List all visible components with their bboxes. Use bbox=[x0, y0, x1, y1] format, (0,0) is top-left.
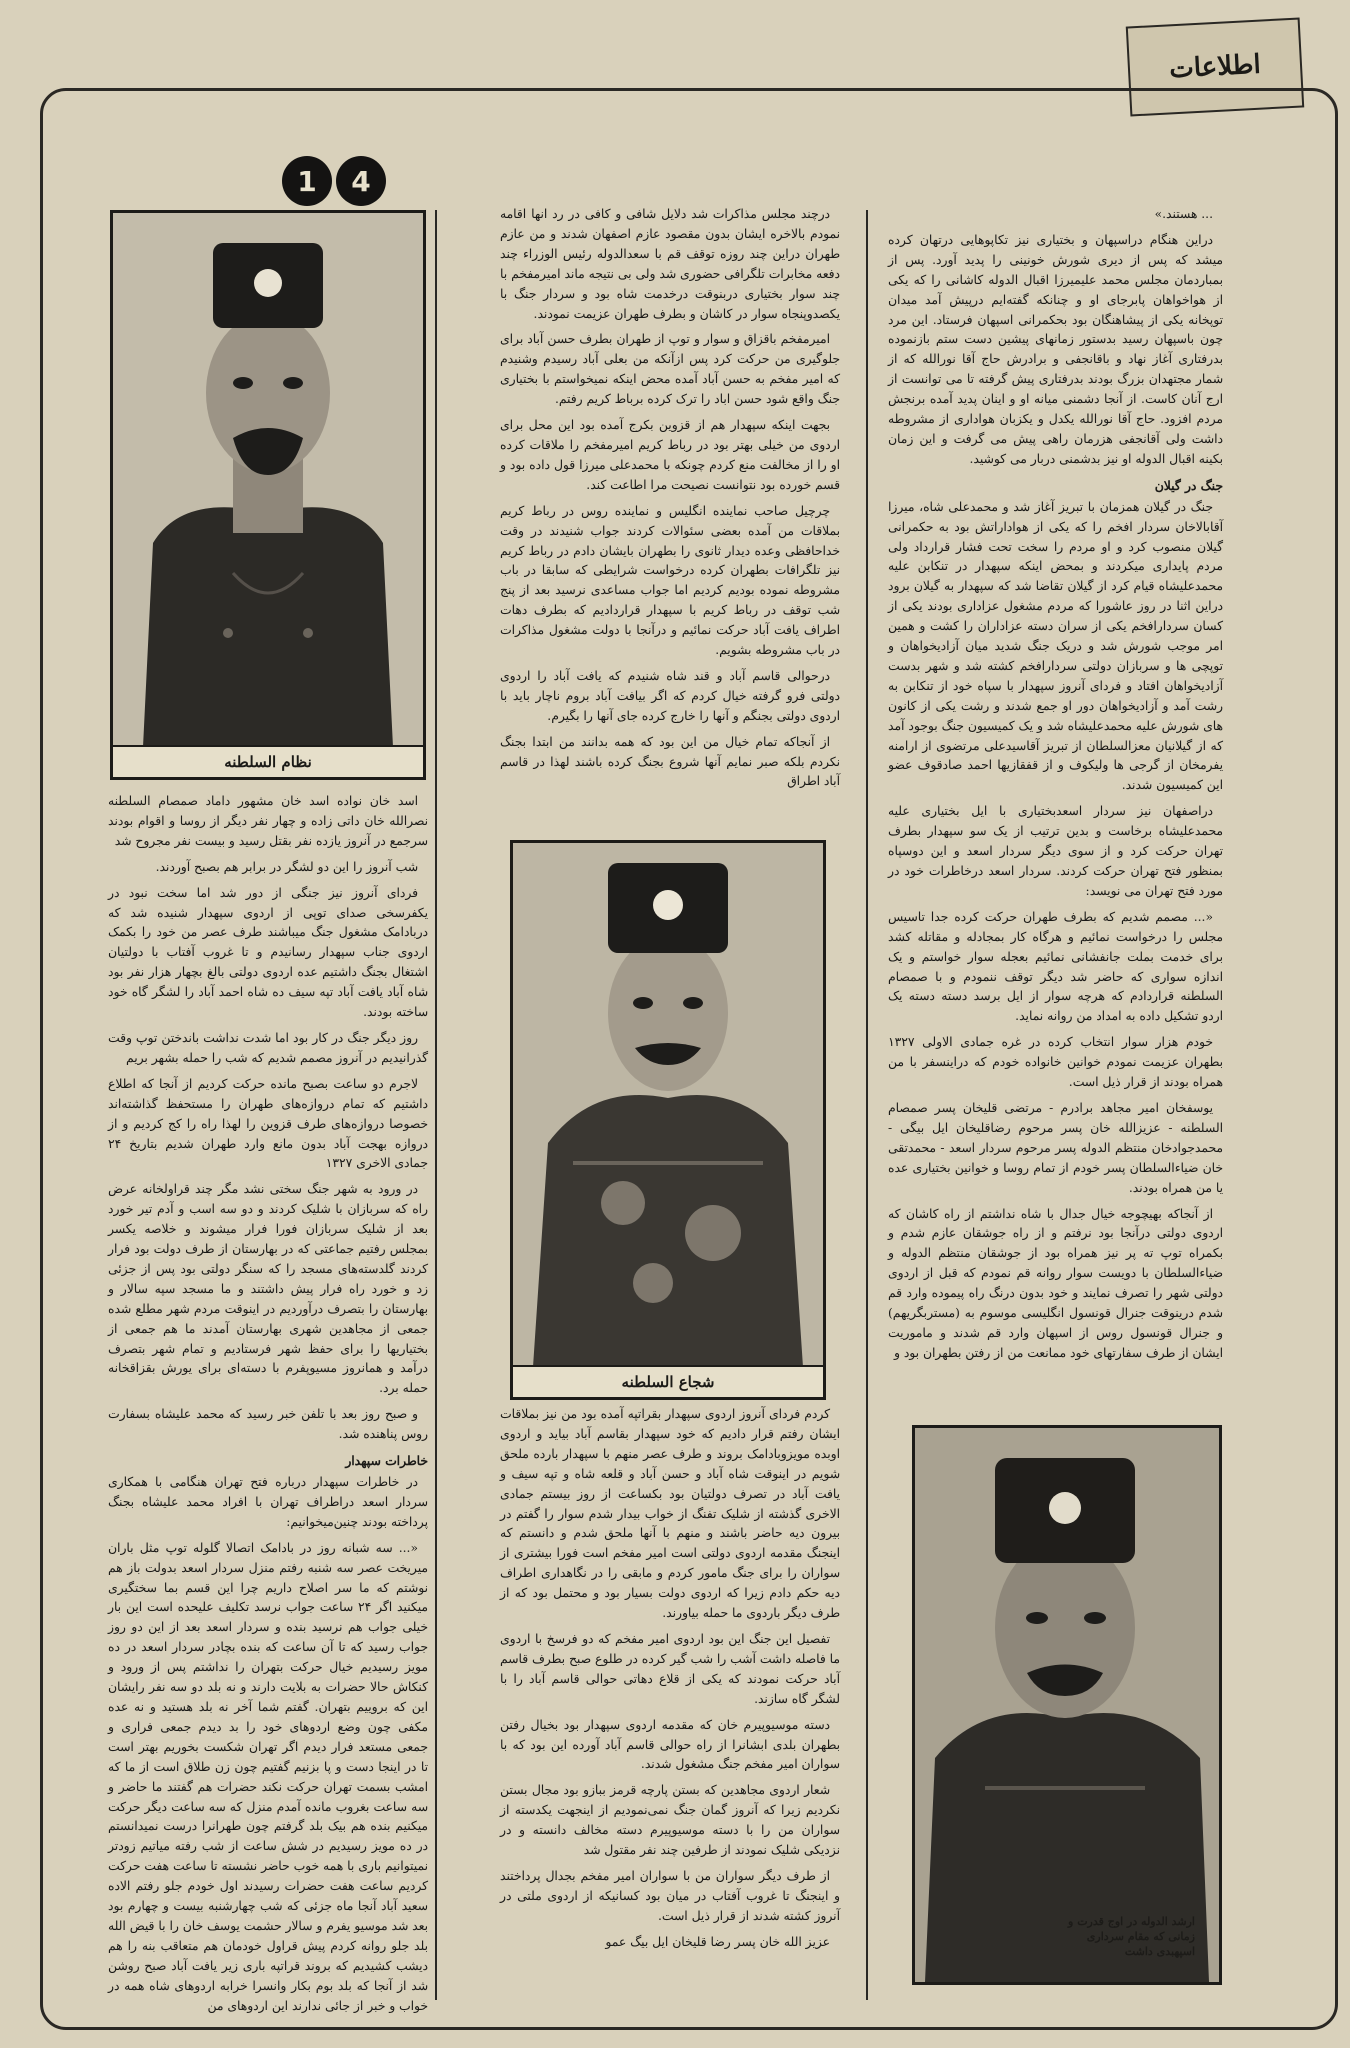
column-divider bbox=[866, 210, 868, 2000]
portrait-photo-shoja-ol-saltaneh bbox=[510, 840, 826, 1400]
paragraph: دسته موسیوپیرم خان که مقدمه اردوی سپهدار بود بخیال رفتن بطهران بلدی ابشانرا از راه حوالی قاسم آباد آورده این بود که با سواران امیر مفخم جنگ مشغول شدند. bbox=[500, 1717, 840, 1772]
section-heading: جنگ در گیلان bbox=[1154, 477, 1223, 493]
paragraph: کردم فردای آنروز اردوی سپهدار بقراتپه آمده بود من نیز بملاقات ایشان رفتم قرار دادیم که خود سپهدار بقاسم آباد بیاید و اردوی اوبده مویزوبادامک بروند و طرف عصر منهم با سپهدار بارده ملحق شویم در اینوقت شاه آباد و حسن آباد و قلعه شاه و تپه سیف و یافت آباد در تصرف دولتیان بود بکساعت از روز بیستم جمادی الاخری گذشته از شلیک تفنگ از خواب بیدار شدم سوار را گفتم در بیرون دیه حاضر باشند و منهم با آنها ملحق شدم و دانستم که اینجنگ مقدمه اردوی دولتی است امیر مفخم است فورا بیشتری از سواران را برای جنگ مامور کردم و مابقی را در نگاهداری اطراف دیه حکم دادم زیرا که اردوی دولت بسیار بود و محتمل بود که از طرف دیگر باردوی ما حمله بیاورند. bbox=[500, 1407, 840, 1621]
paragraph: و صبح روز بعد با تلفن خبر رسید که محمد علیشاه بسفارت روس پناهنده شد. bbox=[108, 1407, 428, 1442]
paragraph: دراصفهان نیز سردار اسعدبختیاری با ایل بختیاری علیه محمدعلیشاه برخاست و بدین ترتیب از یک سو سپهدار بطرف تهران حرکت کرد و از سوی دیگر سردار اسعد و این دوسپاه بمنظور فتح تهران حرکت کردند. سردار اسعد درخاطرات خود در مورد فتح تهران می نویسد: bbox=[888, 804, 1223, 898]
paragraph: تفصیل این جنگ این بود اردوی امیر مفخم که دو فرسخ با اردوی ما فاصله داشت آشب را شب گیر کرده در طلوع صبح بطرف قاسم آباد حرکت نمودند که یکی از قلاع دهاتی حوالی قاسم آباد را با لشگر گاه سازند. bbox=[500, 1631, 840, 1706]
portrait-image bbox=[915, 1428, 1219, 1982]
column-divider bbox=[435, 210, 437, 2000]
paragraph: از آنجاکه بهیچوجه خیال جدال با شاه نداشتم از راه کاشان که اردوی دولتی درآنجا بود نرفتم و از راه جوشقان عازم شدم و بکمراه توپ ته پر نیز همراه بود از جوشقان منتظم الدوله و ضیاءالسلطان با دویست سوار روانه قم نمودم که قبل از اردوی دولتی شهر را تصرف نمایند و خود بدون درنگ راه پیموده وارد قم شدم درینوقت جنرال قونسول انگلیسی موسوم به (مستربگریهم) و جنرال قونسول روس از اسپهان وارد قم شدند و ماموریت ایشان از طرف سفارتهای خود ممانعت من از رفتن بطهران بود و bbox=[888, 1206, 1223, 1360]
paragraph: شعار اردوی مجاهدین که بستن پارچه قرمز ببازو بود مجال بستن نکردیم زیرا که آنروز گمان جنگ نمی‌نمودیم از اینجهت یکدسته از سواران من را با دسته موسیوپیرم دسته مخالف دانسته و در نزدیکی شلیک نمودند از طرفین چند نفر مقتول شد bbox=[500, 1783, 840, 1858]
section-heading: خاطرات سپهدار bbox=[345, 1453, 428, 1469]
paragraph: یوسفخان امیر مجاهد برادرم - مرتضی قلیخان پسر صمصام السلطنه - عزیزالله خان پسر مرحوم رضاقلیخان ایل بیگی - محمدجوادخان منتظم الدوله پسر مرحوم سردار اسعد - محمدتقی خان ضیاءالسلطان پسر خودم از تمام روسا و خوانین بختیاری عده یا من همراه بودند. bbox=[888, 1100, 1223, 1195]
paragraph: فردای آنروز نیز جنگی از دور شد اما سخت نبود در یکفرسخی صدای توپی از اردوی سپهدار شنیده شد که دربادامک مشغول جنگ میباشند طرف عصر من خود را بکمک اردوی جناب سپهدار رسانیدم و تا غروب آفتاب با دولتیان اشتغال بجنگ داشتیم عده اردوی دولتی بالغ بچهار هزار نفر بود شاه آباد یافت آباد تپه سیف ده شاه احمد آباد را لشگر گاه خود ساخته بودند. bbox=[108, 885, 428, 1020]
page-number-digit: 4 bbox=[336, 156, 386, 206]
paragraph: لاجرم دو ساعت بصبح مانده حرکت کردیم از آنجا که اطلاع داشتیم که تمام دروازه‌های طهران را مستحفظ گذاشته‌اند خصوصا دروازه‌های طرف قزوین را لهذا راه را کج کردیم و از دروازه بهجت آباد بدون مانع وارد طهران شدیم بتاریخ ۲۴ جمادی الاخری ۱۳۲۷ bbox=[108, 1076, 428, 1171]
paragraph: شب آنروز را این دو لشگر در برابر هم بصبح آوردند. bbox=[155, 859, 418, 874]
portrait-photo-arshad-od-dowleh bbox=[912, 1425, 1222, 1985]
paragraph: عزیز الله خان پسر رضا قلیخان ایل بیگ عمو bbox=[605, 1934, 830, 1949]
paragraph: در ورود به شهر جنگ سختی نشد مگر چند قراولخانه عرض راه که سربازان با شلیک کردند و دو سه اسب و آدم تیر خورد بعد از شلیک سربازان فورا فرار میشوند و خلاصه یکسر بمجلس رفتیم جماعتی که در بهارستان از طرف دولت بود فرار کردند گلدسته‌های مسجد را که سنگر دولتی بود پس از جزئی زد و خورد راه فرار پیش داشتند و ما مسجد سپه سالار و بهارستان را بتصرف درآوردیم در اینوقت مردم شهر مطلع شده جمعی از مجاهدین شهری بهارستان آمدند ما هم جمعی از بختیاریها را برای حفظ شهر فرستادیم و تمام شهر بتصرف درآمد و همانروز مسیوپفرم با دسته‌ای برای یورش بقزاقخانه حمله برد. bbox=[108, 1182, 428, 1396]
paragraph: از طرف دیگر سواران من با سواران امیر مفخم بجدال پرداختند و اینجنگ تا غروب آفتاب در میان بود کسانیکه از اردوی ملتی در آنروز کشته شدند از قرار ذیل است. bbox=[500, 1868, 840, 1923]
photo-caption: شجاع السلطنه bbox=[513, 1365, 823, 1397]
article-column-middle-bottom bbox=[500, 1405, 840, 2005]
article-column-middle-top bbox=[500, 205, 840, 825]
paragraph: روز دیگر جنگ در کار بود اما شدت نداشت باندختن توپ وقت گذرانیدیم در آنروز مصمم شدیم که شب را حمله بشهر بریم bbox=[108, 1030, 428, 1065]
paragraph: از آنجاکه تمام خیال من این بود که همه بدانند من ابتدا بجنگ نکردم بلکه صبر نمایم آنها شروع بجنگ کرده باشند لهذا در قاسم آباد اطراق bbox=[500, 734, 840, 789]
page-number bbox=[282, 156, 386, 206]
paragraph: خودم هزار سوار انتخاب کرده در غره جمادی الاولی ۱۳۲۷ بطهران عزیمت نمودم خوانین خانواده خودم که دراینسفر با من همراه بودند از قرار ذیل است. bbox=[888, 1035, 1223, 1090]
portrait-image bbox=[113, 213, 423, 747]
photo-caption: نظام السلطنه bbox=[113, 745, 423, 777]
paragraph: درحوالی قاسم آباد و قند شاه شنیدم که یافت آباد را اردوی دولتی فرو گرفته خیال کردم که اگر بیافت آباد بروم ناچار باید با اردوی دولتی بجنگم و آنها را خارج کرده جای آنها را بگیرم. bbox=[500, 668, 840, 723]
paragraph: ... هستند.» bbox=[1154, 207, 1213, 221]
paragraph: چرچیل صاحب نماینده انگلیس و نماینده روس در رباط کریم بملاقات من آمده بعضی سئوالات کردند جواب شنیدند در وقت خداحافظی وعده دیدار ثانوی را بطهران بایشان دادم در رباط کریم نیز تلگرافات بطهران کرده درخواست شرایطی که سابقا در باب مشروطه نموده بودیم کردیم اما جواب مساعدی نرسید بعد از پنج شب توقف در رباط کریم با سپهدار قراردادیم که بطرف دهات اطراف یافت آباد حرکت نمائیم و درآنجا با دولت مشغول مذاکرات در باب مشروطه بشویم. bbox=[500, 503, 840, 658]
paragraph: «... مصمم شدیم که بطرف طهران حرکت کرده جدا تاسیس مجلس را درخواست نمائیم و هرگاه کار بمجادله و مقاتله کشد برای خدمت بملت جانفشانی نمائیم بعجله سوار خواستم و یک اندازه سواری که حاضر شد دیگر توقف ننمودم و با صمصام السلطنه قراردادم که هرچه سوار از ایل برسد دسته دسته یک اردو تشکیل داده به امداد من روانه نماید. bbox=[888, 909, 1223, 1024]
paragraph: درچند مجلس مذاکرات شد دلایل شافی و کافی در رد انها اقامه نمودم بالاخره ایشان بدون مقصود عازم اصفهان شدند و من عازم طهران دراین چند روزه توقف قم با سعدالدوله رئیس الوزراء چند دفعه مخابرات تلگرافی حضوری شد ولی بی نتیجه ماند امیرمفخم با چند سوار بختیاری دربنوقت درخدمت شاه بود و سردار جنگ با یکصدوپنجاه سوار در کاشان و بطرف طهران عزیمت نمودند. bbox=[500, 207, 840, 321]
portrait-photo-nezam-ol-saltaneh bbox=[110, 210, 426, 780]
paragraph: در خاطرات سپهدار درباره فتح تهران هنگامی با همکاری سردار اسعد دراطراف تهران با افراد محمد علیشاه بجنگ پرداخته بودند چنین‌میخوانیم: bbox=[108, 1475, 428, 1529]
article-column-left bbox=[108, 792, 428, 2013]
paragraph: «... سه شبانه روز در بادامک اتصالا گلوله توپ مثل باران میریخت عصر سه شنبه رفتم منزل سردار اسعد بدولت باز هم نوشتم که ما سر اصلاح داریم چرا این قسم بما سختگیری میکنید اگر ۲۴ ساعت جواب نرسد تکلیف علیحده است این بار خیلی جواب هم نرسید بنده و سردار اسعد بعد از این دو روز جواب رسید که تا آن ساعت که بنده بچادر سردار اسعد در ده مویز رسیدیم خیال حرکت بتهران را نداشتم پس از ورود و کنکاش حالا حضرات به بلایت دارند و نه بلد دو سه نفر رایشان این که بروییم بتهران. گفتم شما آخر نه بلد هستید و نه عده مکفی چون وضع اردوهای خود را بد دیدم جمعی فراری و جمعی مستعد فرار دیدم اگر تهران شکست بخوریم بهتر است تا در اینجا دست و پا بزنیم گفتیم چون زن طلاق است از ما که امشب بسمت تهران حرکت نکند حضرات هم گفتند ما حاضر و سه ساعت بغروب مانده آمدم منزل که سه ساعت دیگر حرکت میکنیم بنده هم بیک بلد گرفتم چون طهرانرا درست نمیدانستم در ده مویز رسیدیم در شش ساعت از شب رفته میاتیم زودتر نمیتوانیم باری با همه خوب حاضر نشسته تا ساعت هفت حرکت کردیم ساعت هفت حضرات رسیدند اول خودم جلو رفتم الاده سعید آباد آنجا ماه جزئی که شب چهارشنبه بیست و چهارم بود بعد شد موسیو یفرم و سالار حشمت یوسف خان را با قیض الله بلد جلو روانه کردم پیش قراول خودمان هم متعاقب بنه را هم دیشب کشیدیم که بروند قراتپه باری زیر یافت آباد صبح روشن شد از آنجا که بلد بوم بکار وانسرا خرابه اردوهای شاه همه در خواب و خبر از جائی ندارند این اردوهای من bbox=[108, 1540, 428, 2013]
masthead-title: اطلاعات bbox=[1168, 49, 1262, 85]
page-number-digit: 1 bbox=[282, 156, 332, 206]
paragraph: دراین هنگام دراسپهان و بختیاری نیز تکاپوهایی درتهان کرده میشد که پس از دیری شورش خونینی را پدید آورد. پس از بمباردمان مجلس محمد علیمیرزا اقبال الدوله کاشانی را که یکی از هواخواهان پابرجای او و چنانکه گفته‌ایم درپیش آمد میدان توپخانه یکی از پیشاهنگان بود بحکمرانی اسپهان فرستاد. این مرد چون باسپهان رسید بدستور زمانهای پیشین دست ستم بازنموده بدرفتاری آغاز نهاد و باقانجفی و برادرش حاج آقا نورالله که از شمار مجتهدان بزرگ بودند بدرفتاری پیش گرفته تا می توانست از ارج آنان کاست. از آنجا دشمنی میانه او و اینان پدید آمده برنجش مردم افزود. حاج آقا نورالله یکدل و یکزبان هواداری از مشروطه داشت ولی آقانجفی هزرمان راهی پیش می گرفت و این زمان بکینه اقبال الدوله او نیز بدشمنی دربار می کوشید. bbox=[888, 232, 1223, 466]
photo-caption: ارشد الدوله در اوج قدرت و زمانی که مقام سرداری اسپهبدی داشت bbox=[1068, 1915, 1195, 1959]
portrait-image bbox=[513, 843, 823, 1367]
paragraph: جنگ در گیلان همزمان با تبریز آغاز شد و محمدعلی شاه، میرزا آقابالاخان سردار افخم را که یکی از هواداراتش بود به حکمرانی گیلان منصوب کرد و او مردم را سخت تحت فشار قرارداد ولی مردم پایداری میکردند و بمحض اینکه سپهدار در تنکابن علیه محمدعلیشاه قیام کرد از گیلان تقاضا شد که سپهدار به گیلان برود دراین اثنا در روز عاشورا که مردم مشغول عزاداری بودند یکی از کسان سردارافخم یکی از سران دسته عزاداران را کشت و همین امر موجب شورش شد و دریک جنگ شدید میان آزادیخواهان و توپچی ها و سربازان دولتی سردارافخم کشته شد و شهر بدست آزادیخواهان افتاد و فردای آنروز سپهدار با سپاه خود از تنکابن به رشت آمد و آزادیخواهان دور او جمع شدند و رشت یکی از کانون های شورش علیه محمدعلیشاه شد و یک کمیسیون جنگ بوجود آمد که از گیلانیان معزالسلطان از تبریز آقاسیدعلی مرتضوی از ارامنه یفرمخان از گرجی ها ولیکوف و از قفقازیها احمد صادقوف عضو این کمیسیون شدند. bbox=[888, 499, 1223, 793]
paragraph: اسد خان نواده اسد خان مشهور داماد صمصام السلطنه نصرالله خان داتی زاده و چهار نفر دیگر از روسا و اقوام بودند سرجمع در آنروز یازده نفر بقتل رسید و بیست نفر مجروح شد bbox=[108, 794, 428, 848]
paragraph: امیرمفخم باقزاق و سوار و توپ از طهران بطرف حسن آباد برای جلوگیری من حرکت کرد پس ازآنکه من بعلی آباد رسیدم وشنیدم که امیر مفخم به حسن آباد آمده محض اینکه نمیخواستم با بختیاری جنگ واقع شود حسن اباد را ترک کرده برباط کریم رفتم. bbox=[500, 332, 840, 407]
article-column-right bbox=[888, 205, 1223, 1413]
paragraph: بجهت اینکه سپهدار هم از قزوین بکرج آمده بود این محل برای اردوی من خیلی بهتر بود در رباط کریم امیرمفخم را ملاقات کرده او را از مخالفت منع کردم چونکه با محمدعلی میرزا قول داده بود و قسم خورده بود نتوانست نصیحت مرا اطاعت کند. bbox=[500, 418, 840, 492]
